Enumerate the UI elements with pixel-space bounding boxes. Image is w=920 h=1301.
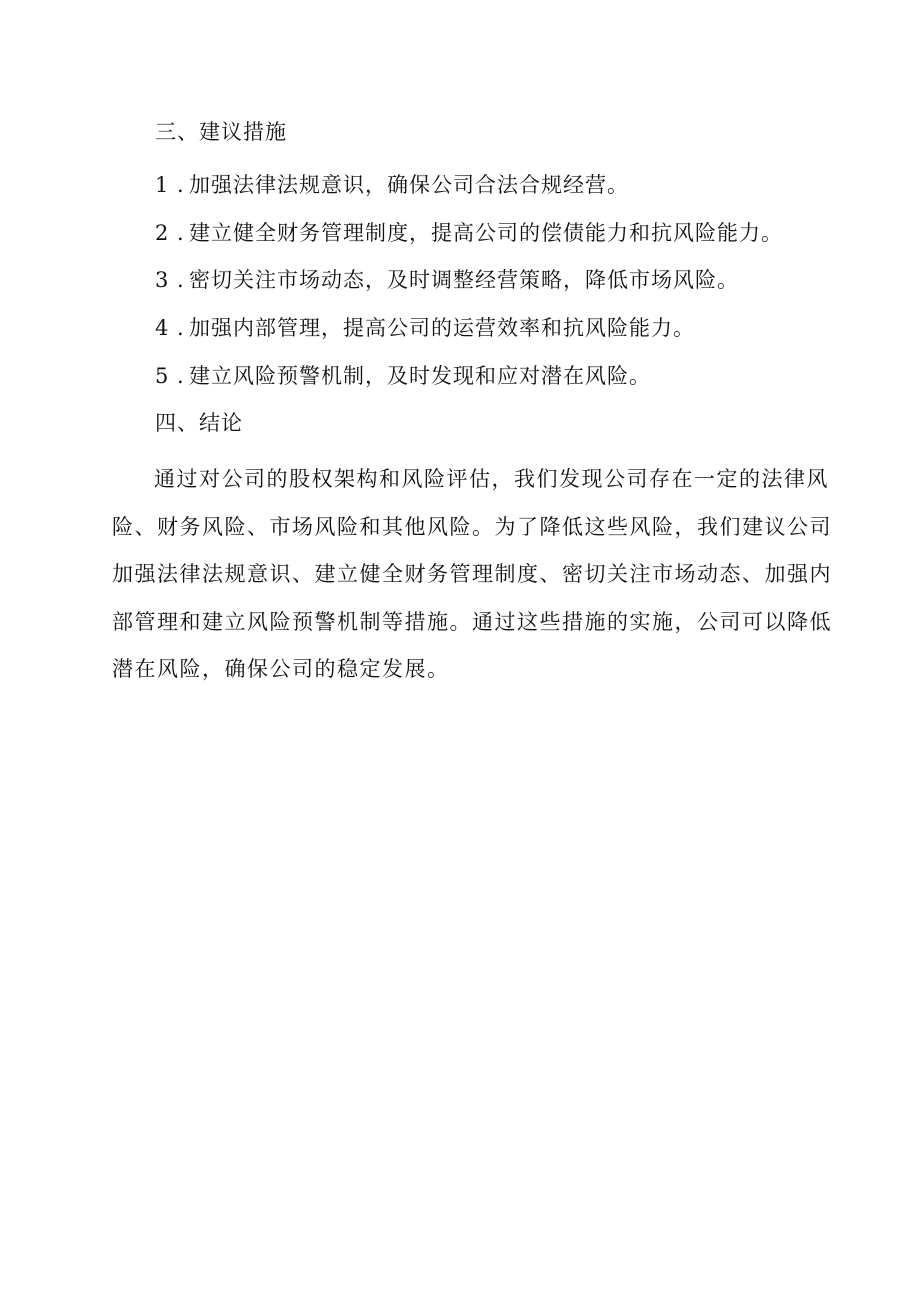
measure-item-5 — [155, 361, 651, 391]
measure-separator: . — [177, 221, 185, 245]
measure-separator: . — [177, 364, 185, 388]
measure-number: 1 — [155, 173, 170, 197]
measure-item-4 — [155, 313, 695, 343]
measure-separator: . — [177, 316, 185, 340]
measure-separator: . — [177, 173, 185, 197]
measure-number: 4 — [155, 316, 170, 340]
paragraph-line: 部管理和建立风险预警机制等措施。通过这些措施的实施，公司可以降低 — [112, 609, 832, 634]
paragraph-line: 潜在风险，确保公司的稳定发展。 — [112, 657, 450, 681]
section-4-heading: 四、结论 — [155, 411, 243, 435]
paragraph-line: 险、财务风险、市场风险和其他风险。为了降低这些风险，我们建议公司 — [112, 514, 832, 539]
measure-text: 建立健全财务管理制度，提高公司的偿债能力和抗风险能力。 — [189, 221, 783, 245]
measure-separator: . — [177, 268, 185, 292]
measure-text: 建立风险预警机制，及时发现和应对潜在风险。 — [189, 364, 651, 388]
measure-text: 加强内部管理，提高公司的运营效率和抗风险能力。 — [189, 316, 695, 340]
measure-text: 加强法律法规意识，确保公司合法合规经营。 — [189, 173, 629, 197]
section-3-heading: 三、建议措施 — [155, 120, 287, 144]
measure-item-3 — [155, 265, 739, 295]
measure-number: 3 — [155, 268, 170, 292]
paragraph-line: 加强法律法规意识、建立健全财务管理制度、密切关注市场动态、加强内 — [112, 562, 832, 586]
measure-number: 5 — [155, 364, 170, 388]
paragraph-line: 通过对公司的股权架构和风险评估，我们发现公司存在一定的法律风 — [154, 467, 829, 491]
measure-item-2 — [155, 218, 783, 248]
conclusion-paragraph — [112, 456, 832, 694]
measure-number: 2 — [155, 221, 170, 245]
measure-text: 密切关注市场动态，及时调整经营策略，降低市场风险。 — [189, 268, 739, 292]
measure-item-1 — [155, 170, 629, 200]
